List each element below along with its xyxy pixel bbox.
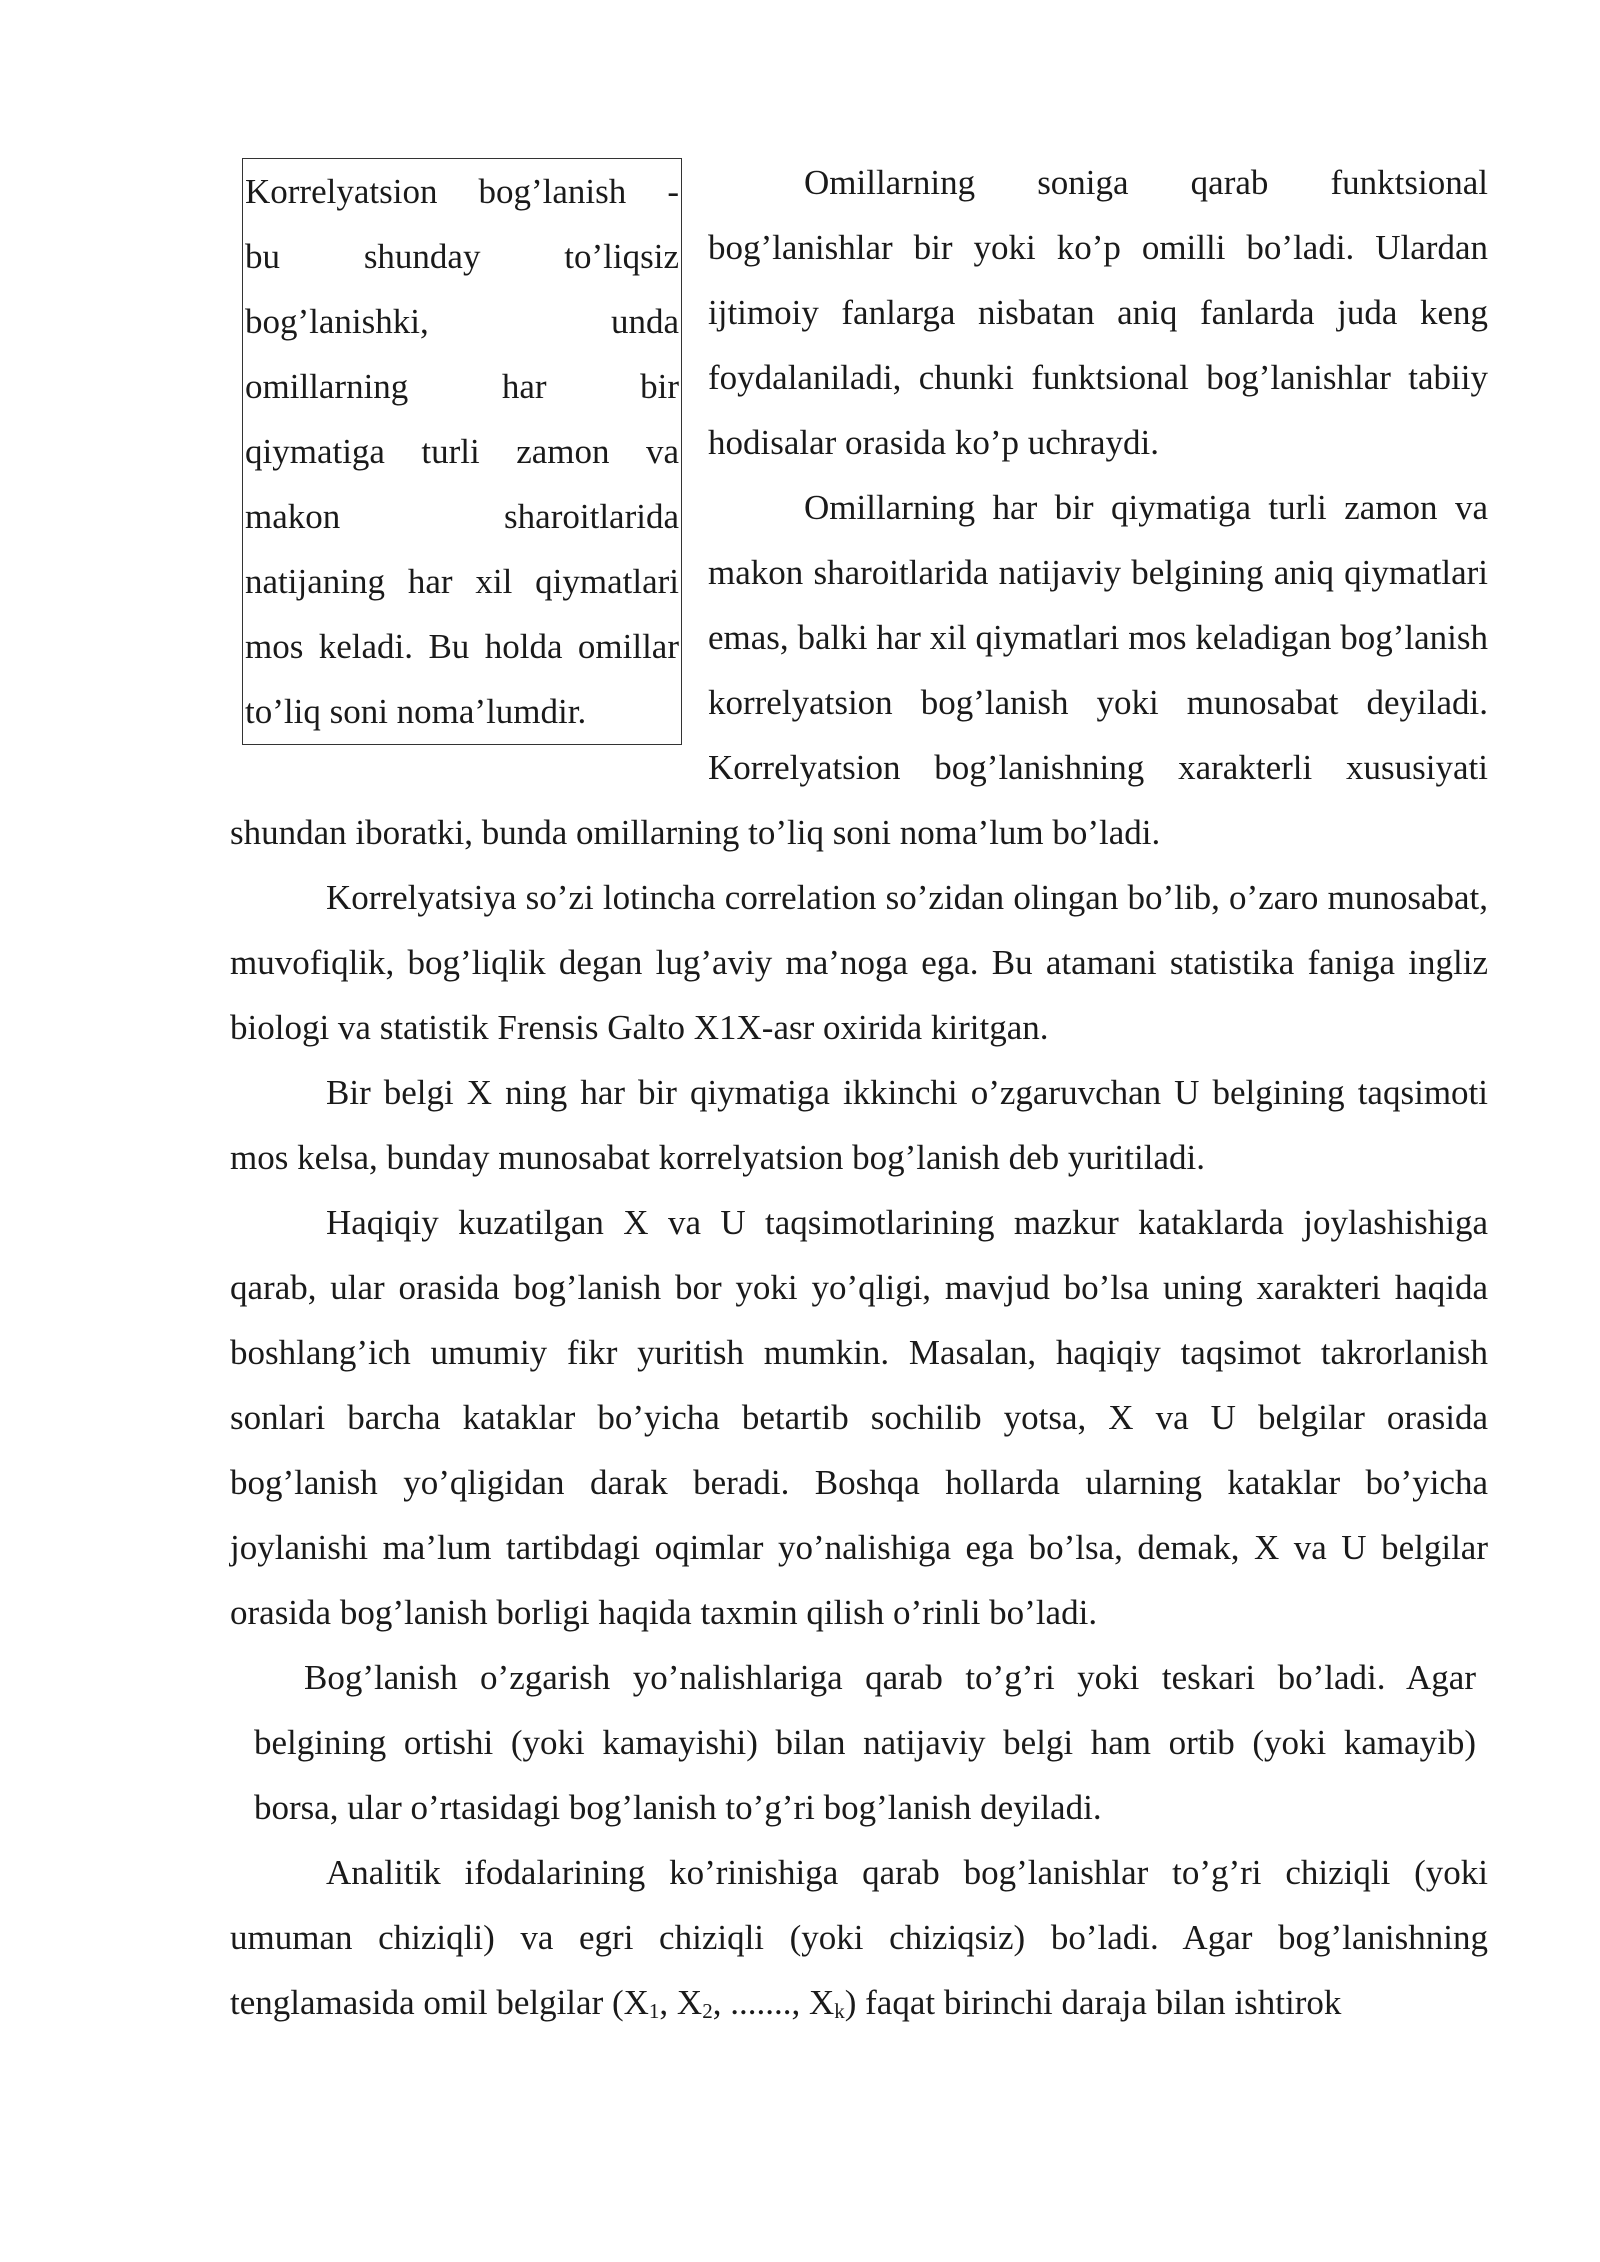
factor-xk: $X_k$ xyxy=(808,1983,845,2023)
definition-line: makon sharoitlarida xyxy=(245,497,679,536)
definition-line: omillarning har bir xyxy=(245,367,679,406)
analytic-text-end: ) faqat birinchi daraja bilan ishtirok xyxy=(844,1983,1342,2022)
paragraph-distribution: Bir belgi X ning har bir qiymatiga ikkinchi o’zgaruvchan U belgining taqsimoti mos kelsa, bunday munosabat korrelyatsion bog’lanish deb yuritiladi. xyxy=(230,1073,1488,1177)
paragraph-functional-links: Omillarning soniga qarab funktsional bog’lanishlar bir yoki ko’p omilli bo’ladi. Ulardan ijtimoiy fanlarga nisbatan aniq fanlarda juda keng foydalaniladi, chunki funktsional bog’lanishlar tabiiy hodisalar orasida ko’p uchraydi. xyxy=(708,163,1488,462)
paragraph-correlation-definition: Omillarning har bir qiymatiga turli zamon va makon sharoitlarida natijaviy belgining aniq qiymatlari emas, balki har xil qiymatlari mos keladigan bog’lanish korrelyatsion bog’lanish yoki munosabat deyiladi. Korrelyatsion bog’lanishning xarakterli xususiyati shundan iboratki, bunda omillarning to’liq soni noma’lum bo’ladi. xyxy=(230,488,1488,852)
definition-box xyxy=(242,158,682,745)
analytic-text-start: Analitik ifodalarining ko’rinishiga qarab bog’lanishlar to’g’ri chiziqli (yoki umuman chiziqli) va egri chiziqli (yoki chiziqsiz) bo’ladi. Agar bog’lanishning tenglamasida omil belgilar ( xyxy=(230,1853,1488,2022)
definition-line: qiymatiga turli zamon va xyxy=(245,432,679,471)
definition-line: bog’lanishki, unda xyxy=(245,302,679,341)
document-page xyxy=(230,150,1488,2035)
factor-x2: $X_2$ xyxy=(676,1983,713,2023)
definition-line: natijaning har xil qiymatlari xyxy=(245,562,679,601)
paragraph-direction: Bog’lanish o’zgarish yo’nalishlariga qarab to’g’ri yoki teskari bo’ladi. Agar belgining ortishi (yoki kamayishi) bilan natijaviy belgi ham ortib (yoki kamayib) borsa, ular o’rtasidagi bog’lanish to’g’ri bog’lanish deyiladi. xyxy=(254,1658,1476,1827)
definition-line: Korrelyatsion bog’lanish - xyxy=(245,172,679,211)
definition-line: to’liq soni noma’lumdir. xyxy=(245,692,587,731)
definition-line: mos keladi. Bu holda omillar xyxy=(245,627,679,666)
paragraph-analytic-form: Analitik ifodalarining ko’rinishiga qarab bog’lanishlar to’g’ri chiziqli (yoki umuman chiziqli) va egri chiziqli (yoki chiziqsiz) bo’ladi. Agar bog’lanishning tenglamasida omil belgilar ($X_1$, $X_2$, ......., $X_k$) faqat birinchi daraja bilan ishtirok xyxy=(230,1853,1488,2023)
paragraph-observed-distribution: Haqiqiy kuzatilgan X va U taqsimotlarining mazkur kataklarda joylashishiga qarab, ular orasida bog’lanish bor yoki yo’qligi, mavjud bo’lsa uning xarakteri haqida boshlang’ich umumiy fikr yuritish mumkin. Masalan, haqiqiy taqsimot takrorlanish sonlari barcha kataklar bo’yicha betartib sochilib yotsa, X va U belgilar orasida bog’lanish yo’qligidan darak beradi. Boshqa hollarda ularning kataklar bo’yicha joylanishi ma’lum tartibdagi oqimlar yo’nalishiga ega bo’lsa, demak, X va U belgilar orasida bog’lanish borligi haqida taxmin qilish o’rinli bo’ladi. xyxy=(230,1203,1488,1632)
paragraph-etymology: Korrelyatsiya so’zi lotincha correlation so’zidan olingan bo’lib, o’zaro munosabat, muvofiqlik, bog’liqlik degan lug’aviy ma’noga ega. Bu atamani statistika faniga ingliz biologi va statistik Frensis Galto X1X-asr oxirida kiritgan. xyxy=(230,878,1488,1047)
definition-line: bu shunday to’liqsiz xyxy=(245,237,679,276)
factor-x1: $X_1$ xyxy=(623,1983,660,2023)
